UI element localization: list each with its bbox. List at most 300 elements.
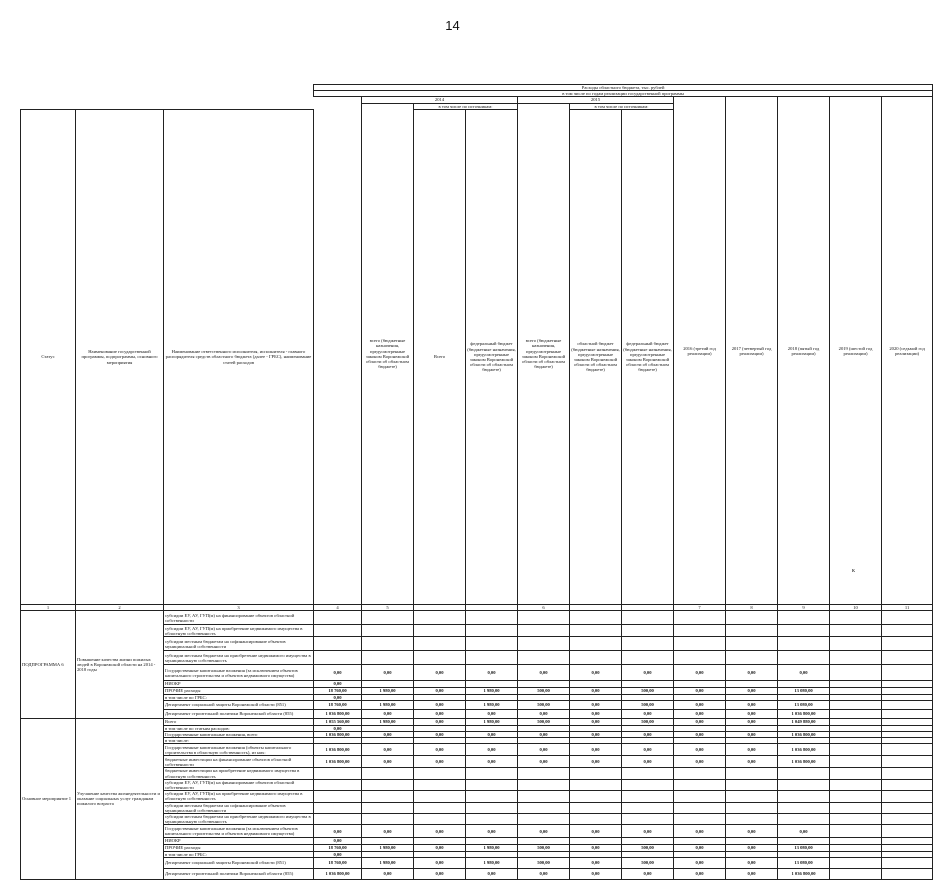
row-value: 500,00 <box>622 700 674 709</box>
row-value <box>414 611 466 625</box>
row-value: 0,00 <box>726 665 778 681</box>
row-value: 0,00 <box>518 731 570 737</box>
row-value: 0,00 <box>414 687 466 694</box>
row-value: 1 055 560,00 <box>314 718 362 725</box>
row-value: 0,00 <box>726 825 778 838</box>
row-value <box>778 802 830 813</box>
col-num: 9 <box>778 605 830 611</box>
row-value <box>622 802 674 813</box>
row-value <box>466 779 518 790</box>
row-value: 0,00 <box>778 825 830 838</box>
row-label: Департамент социальной защиты Воронежской области (851) <box>164 700 314 709</box>
row-value: 1 980,00 <box>466 857 518 868</box>
header-2015-federal: федеральный бюджет (бюджетные назначения, предусмотренные законом Воронежской области об областном бюджете) <box>622 109 674 604</box>
row-value <box>882 651 933 665</box>
row-value <box>414 637 466 651</box>
header-2014-by-source: в том числе по источникам: <box>414 103 518 109</box>
row-value: 1 980,00 <box>362 844 414 851</box>
row-value <box>830 611 882 625</box>
col-num: 3 <box>164 605 314 611</box>
row-value <box>830 651 882 665</box>
row-label: ПРОЧИЕ расходы <box>164 844 314 851</box>
row-value <box>674 813 726 824</box>
row-value: 1 036 800,00 <box>778 756 830 768</box>
row-value: 0,00 <box>570 665 622 681</box>
header-2016: 2016 (третий год реализации) <box>674 97 726 605</box>
row-value <box>830 791 882 802</box>
row-value <box>726 768 778 779</box>
row-value: 18 760,00 <box>314 700 362 709</box>
row-label: Департамент строительной политики Воронежской области (855) <box>164 868 314 879</box>
row-value <box>830 665 882 681</box>
row-value <box>830 625 882 637</box>
row-value <box>570 637 622 651</box>
header-year-2015: 2015 <box>518 97 674 103</box>
row-value <box>726 611 778 625</box>
row-value <box>830 844 882 851</box>
row-label: бюджетные инвестиции на приобретение недвижимого имущества в областную собственность <box>164 768 314 779</box>
budget-table <box>20 84 933 880</box>
row-value: 0,00 <box>570 857 622 868</box>
row-value: 0,00 <box>726 744 778 756</box>
row-value <box>830 813 882 824</box>
row-value: 1 036 800,00 <box>314 868 362 879</box>
row-value: 0,00 <box>362 665 414 681</box>
row-value: 0,00 <box>674 709 726 718</box>
col-num: 6 <box>518 605 570 611</box>
row-value: 0,00 <box>726 868 778 879</box>
row-value <box>882 744 933 756</box>
row-value <box>362 637 414 651</box>
row-value: 0,00 <box>518 868 570 879</box>
row-value: 0,00 <box>726 857 778 868</box>
row-label: субсидии местным бюджетам на софинансирование объектов муниципальной собственности <box>164 637 314 651</box>
row-label: Государственные капитальные вложения (за исключением объектов капитального строительства и объектов недвижимого имущества) <box>164 825 314 838</box>
row-program-name: Повышение качества жизни пожилых людей в Воронежской области на 2014 - 2018 годы <box>76 611 164 718</box>
row-value <box>466 625 518 637</box>
row-value: 0,00 <box>518 665 570 681</box>
row-value: 0,00 <box>570 731 622 737</box>
col-num: 7 <box>674 605 726 611</box>
row-value <box>414 625 466 637</box>
row-value: 0,00 <box>674 857 726 868</box>
row-value <box>362 813 414 824</box>
row-value <box>518 768 570 779</box>
row-value: 500,00 <box>518 700 570 709</box>
row-value: 0,00 <box>414 709 466 718</box>
row-program-name: Улучшение качества жизнедеятельности и оказание социальных услуг гражданам пожилого возраста <box>76 718 164 879</box>
row-label: субсидии ЕУ, АУ, ГУП(м) на финансирование объектов областной собственности <box>164 779 314 790</box>
header-2019: 2019 (шестой год реализации) <box>830 97 882 605</box>
page-number: 14 <box>445 18 460 33</box>
row-value <box>466 813 518 824</box>
row-value <box>674 779 726 790</box>
row-value: 0,00 <box>314 694 362 700</box>
row-value: 0,00 <box>674 700 726 709</box>
row-label: НИОКР <box>164 681 314 687</box>
row-value <box>414 813 466 824</box>
row-value: 1 036 800,00 <box>778 868 830 879</box>
col-num: 4 <box>314 605 362 611</box>
row-value: 0,00 <box>362 744 414 756</box>
row-value <box>882 813 933 824</box>
row-value <box>778 611 830 625</box>
row-value <box>882 637 933 651</box>
row-value: 1 980,00 <box>362 687 414 694</box>
row-value: 0,00 <box>414 700 466 709</box>
row-value: 0,00 <box>726 731 778 737</box>
row-value <box>314 802 362 813</box>
row-value <box>466 791 518 802</box>
corner-mark: к <box>852 568 855 574</box>
row-value <box>570 625 622 637</box>
row-value <box>882 868 933 879</box>
row-value <box>830 637 882 651</box>
row-label: субсидии ЕУ, АУ, ГУП(м) на финансирование объектов областной собственности <box>164 611 314 625</box>
row-label: Государственные капитальные вложения, всего <box>164 731 314 737</box>
row-value: 18 760,00 <box>314 857 362 868</box>
row-value <box>830 709 882 718</box>
row-value <box>466 802 518 813</box>
row-value <box>518 611 570 625</box>
row-value: 1 036 800,00 <box>314 744 362 756</box>
row-value: 0,00 <box>570 868 622 879</box>
row-value <box>314 768 362 779</box>
row-value <box>882 700 933 709</box>
row-value <box>882 625 933 637</box>
col-num: 1 <box>21 605 76 611</box>
row-value <box>726 779 778 790</box>
table-row <box>21 718 933 725</box>
row-value: 0,00 <box>466 756 518 768</box>
row-value <box>778 779 830 790</box>
row-value <box>314 779 362 790</box>
row-value <box>570 768 622 779</box>
header-2014-federal: федеральный бюджет (бюджетные назначения, предусмотренные законом Воронежской области об областном бюджете) <box>466 109 518 604</box>
row-value: 0,00 <box>726 844 778 851</box>
row-value <box>778 768 830 779</box>
row-value <box>518 651 570 665</box>
row-value <box>830 825 882 838</box>
row-value <box>778 651 830 665</box>
row-value: 0,00 <box>674 687 726 694</box>
row-value <box>726 791 778 802</box>
row-value: 500,00 <box>622 844 674 851</box>
row-value: 0,00 <box>518 825 570 838</box>
row-value: 1 980,00 <box>362 857 414 868</box>
row-value <box>830 868 882 879</box>
row-value <box>830 718 882 725</box>
row-value: 0,00 <box>518 756 570 768</box>
row-value: 500,00 <box>518 718 570 725</box>
row-label: ПРОЧИЕ расходы <box>164 687 314 694</box>
row-value: 1 980,00 <box>466 718 518 725</box>
row-label: в том числе: <box>164 738 314 744</box>
row-value <box>570 611 622 625</box>
row-value <box>362 625 414 637</box>
row-value: 0,00 <box>622 868 674 879</box>
row-value: 0,00 <box>726 709 778 718</box>
row-value: 0,00 <box>362 709 414 718</box>
header-year-2014: 2014 <box>362 97 518 103</box>
row-value: 0,00 <box>362 756 414 768</box>
row-value: 0,00 <box>362 731 414 737</box>
row-value: 0,00 <box>570 687 622 694</box>
row-value <box>362 611 414 625</box>
row-value <box>830 857 882 868</box>
header-subgroup-title: в том числе по годам реализации государственной программы <box>314 91 933 97</box>
row-value <box>726 813 778 824</box>
row-label: Департамент социальной защиты Воронежской области (851) <box>164 857 314 868</box>
row-value <box>882 802 933 813</box>
row-value: 1 036 800,00 <box>778 744 830 756</box>
row-value: 0,00 <box>414 825 466 838</box>
row-label: Департамент строительной политики Воронежской области (855) <box>164 709 314 718</box>
row-value <box>674 651 726 665</box>
row-value <box>882 756 933 768</box>
row-value <box>570 802 622 813</box>
row-value: 1 980,00 <box>362 718 414 725</box>
row-label: бюджетные инвестиции на финансирование объектов областной собственности <box>164 756 314 768</box>
row-value <box>778 813 830 824</box>
row-value <box>570 813 622 824</box>
row-value <box>362 802 414 813</box>
row-value: 0,00 <box>674 825 726 838</box>
row-value: 0,00 <box>414 744 466 756</box>
row-value <box>466 637 518 651</box>
row-value <box>414 768 466 779</box>
row-value <box>622 611 674 625</box>
row-value <box>314 637 362 651</box>
row-value: 1 036 800,00 <box>778 709 830 718</box>
row-value: 0,00 <box>362 825 414 838</box>
row-value <box>674 611 726 625</box>
row-value: 0,00 <box>570 825 622 838</box>
row-value: 1 049 880,00 <box>778 718 830 725</box>
col-num: 8 <box>726 605 778 611</box>
row-value <box>882 768 933 779</box>
col-num: 5 <box>362 605 414 611</box>
col-num: 10 <box>830 605 882 611</box>
row-value: 0,00 <box>726 700 778 709</box>
row-value: 1 036 800,00 <box>314 709 362 718</box>
row-value: 13 080,00 <box>778 700 830 709</box>
row-value <box>830 756 882 768</box>
row-value <box>882 709 933 718</box>
row-status: ПОДПРОГРАММА 6 <box>21 611 76 718</box>
row-value <box>362 779 414 790</box>
row-value: 500,00 <box>518 687 570 694</box>
row-value <box>622 779 674 790</box>
row-value: 500,00 <box>518 844 570 851</box>
row-value: 0,00 <box>518 709 570 718</box>
header-total: Всего <box>414 109 466 604</box>
row-value <box>570 651 622 665</box>
row-value <box>882 718 933 725</box>
row-value: 0,00 <box>570 709 622 718</box>
row-value <box>674 791 726 802</box>
row-value: 500,00 <box>518 857 570 868</box>
row-value: 13 080,00 <box>778 857 830 868</box>
row-value: 0,00 <box>622 731 674 737</box>
row-value: 0,00 <box>674 718 726 725</box>
row-value: 13 080,00 <box>778 844 830 851</box>
row-value: 0,00 <box>414 844 466 851</box>
row-value <box>362 768 414 779</box>
row-value <box>622 768 674 779</box>
row-label: в том числе по статьям расходов: <box>164 725 314 731</box>
row-value <box>830 744 882 756</box>
row-value: 0,00 <box>622 709 674 718</box>
row-value <box>674 768 726 779</box>
row-label: субсидии местным бюджетам на приобретение недвижимого имущества в муниципальную собственность <box>164 651 314 665</box>
row-value: 0,00 <box>674 844 726 851</box>
col-num: 11 <box>882 605 933 611</box>
row-value: 0,00 <box>674 665 726 681</box>
row-value <box>726 637 778 651</box>
row-value: 500,00 <box>622 857 674 868</box>
row-label: субсидии местным бюджетам на софинансирование объектов муниципальной собственности <box>164 802 314 813</box>
header-2017: 2017 (четвертый год реализации) <box>726 97 778 605</box>
row-value <box>882 687 933 694</box>
row-value <box>882 857 933 868</box>
row-value <box>314 625 362 637</box>
row-value: 0,00 <box>314 838 362 844</box>
row-value: 0,00 <box>622 665 674 681</box>
header-executor: Наименование ответственного исполнителя, исполнителя - главного распорядителя средств областного бюджета (далее - ГРБС), наименование статей расходов <box>164 109 314 604</box>
row-value: 0,00 <box>414 731 466 737</box>
header-2014-regional: областной бюджет (бюджетные назначения, предусмотренные законом Воронежской области об областном бюджете) <box>570 109 622 604</box>
row-value: 1 036 800,00 <box>314 731 362 737</box>
row-value <box>314 791 362 802</box>
row-value: 0,00 <box>466 868 518 879</box>
row-value: 0,00 <box>674 868 726 879</box>
row-label: субсидии ЕУ, АУ, ГУП(м) на приобретение недвижимого имущества в областную собственность <box>164 791 314 802</box>
row-value <box>466 611 518 625</box>
row-value <box>622 651 674 665</box>
row-value: 0,00 <box>414 857 466 868</box>
row-value <box>622 813 674 824</box>
row-value <box>570 779 622 790</box>
row-value <box>830 687 882 694</box>
row-value: 0,00 <box>466 825 518 838</box>
row-label: в том числе по ГРБС: <box>164 694 314 700</box>
row-value <box>362 651 414 665</box>
row-value: 18 760,00 <box>314 687 362 694</box>
row-value: 0,00 <box>314 851 362 857</box>
row-value <box>830 700 882 709</box>
row-value <box>778 791 830 802</box>
row-value: 0,00 <box>726 756 778 768</box>
row-value: 0,00 <box>674 744 726 756</box>
row-value <box>414 651 466 665</box>
row-value: 0,00 <box>414 718 466 725</box>
row-value <box>726 802 778 813</box>
header-2014-total: всего (бюджетные назначения, предусмотренные законом Воронежской области об областном бюджете) <box>362 103 414 605</box>
row-value: 0,00 <box>314 825 362 838</box>
row-value <box>518 791 570 802</box>
row-value <box>622 625 674 637</box>
row-value <box>466 651 518 665</box>
row-value: 0,00 <box>570 700 622 709</box>
row-value: 1 036 800,00 <box>778 731 830 737</box>
row-value <box>414 779 466 790</box>
row-value: 0,00 <box>466 731 518 737</box>
header-2015-total: всего (бюджетные назначения, предусмотренные законом Воронежской области об областном бюджете) <box>518 103 570 605</box>
header-2015-by-source: в том числе по источникам: <box>570 103 674 109</box>
row-value: 0,00 <box>414 665 466 681</box>
row-value <box>518 625 570 637</box>
row-value: 0,00 <box>414 756 466 768</box>
col-num: 2 <box>76 605 164 611</box>
row-value: 0,00 <box>726 687 778 694</box>
row-value: 13 080,00 <box>778 687 830 694</box>
row-value <box>726 625 778 637</box>
row-value: 0,00 <box>622 825 674 838</box>
row-value: 0,00 <box>622 756 674 768</box>
row-value: 0,00 <box>314 665 362 681</box>
row-value: 0,00 <box>466 665 518 681</box>
row-value <box>518 779 570 790</box>
row-value: 18 760,00 <box>314 844 362 851</box>
table-row <box>21 611 933 625</box>
row-value: 0,00 <box>314 725 362 731</box>
row-value <box>518 802 570 813</box>
row-value: 0,00 <box>518 744 570 756</box>
row-value: 0,00 <box>570 718 622 725</box>
row-value <box>726 651 778 665</box>
row-value: 0,00 <box>570 756 622 768</box>
row-value <box>882 665 933 681</box>
row-value <box>414 791 466 802</box>
row-value: 0,00 <box>674 731 726 737</box>
row-value <box>518 813 570 824</box>
row-label: субсидии ЕУ, АУ, ГУП(м) на приобретение недвижимого имущества в областную собственность <box>164 625 314 637</box>
row-value <box>314 651 362 665</box>
row-value <box>570 791 622 802</box>
row-value: 1 980,00 <box>466 700 518 709</box>
row-value: 0,00 <box>622 744 674 756</box>
row-label: НИОКР <box>164 838 314 844</box>
row-value <box>882 825 933 838</box>
row-value <box>414 802 466 813</box>
row-label: в том числе по ГРБС: <box>164 851 314 857</box>
row-value: 0,00 <box>466 709 518 718</box>
row-value: 1 980,00 <box>466 844 518 851</box>
row-value <box>778 637 830 651</box>
row-value: 500,00 <box>622 687 674 694</box>
row-value <box>882 844 933 851</box>
row-label: субсидии местным бюджетам на приобретение недвижимого имущества в муниципальную собственность <box>164 813 314 824</box>
row-value: 1 980,00 <box>362 700 414 709</box>
row-label: Всего <box>164 718 314 725</box>
row-value <box>674 625 726 637</box>
row-value: 0,00 <box>778 665 830 681</box>
row-label: Государственные капитальные вложения (за исключением объектов капитального строительства и объектов недвижимого имущества) <box>164 665 314 681</box>
row-value: 0,00 <box>726 718 778 725</box>
row-value: 0,00 <box>466 744 518 756</box>
row-value: 1 980,00 <box>466 687 518 694</box>
row-value <box>622 791 674 802</box>
row-value <box>778 625 830 637</box>
row-value <box>674 802 726 813</box>
row-status: Основное мероприятие 1 <box>21 718 76 879</box>
row-value: 0,00 <box>674 756 726 768</box>
header-group-title: Расходы областного бюджета, тыс. рублей <box>314 85 933 91</box>
header-program-name: Наименование государственной программы, подпрограммы, основного мероприятия <box>76 109 164 604</box>
row-value: 0,00 <box>362 868 414 879</box>
row-value <box>830 802 882 813</box>
